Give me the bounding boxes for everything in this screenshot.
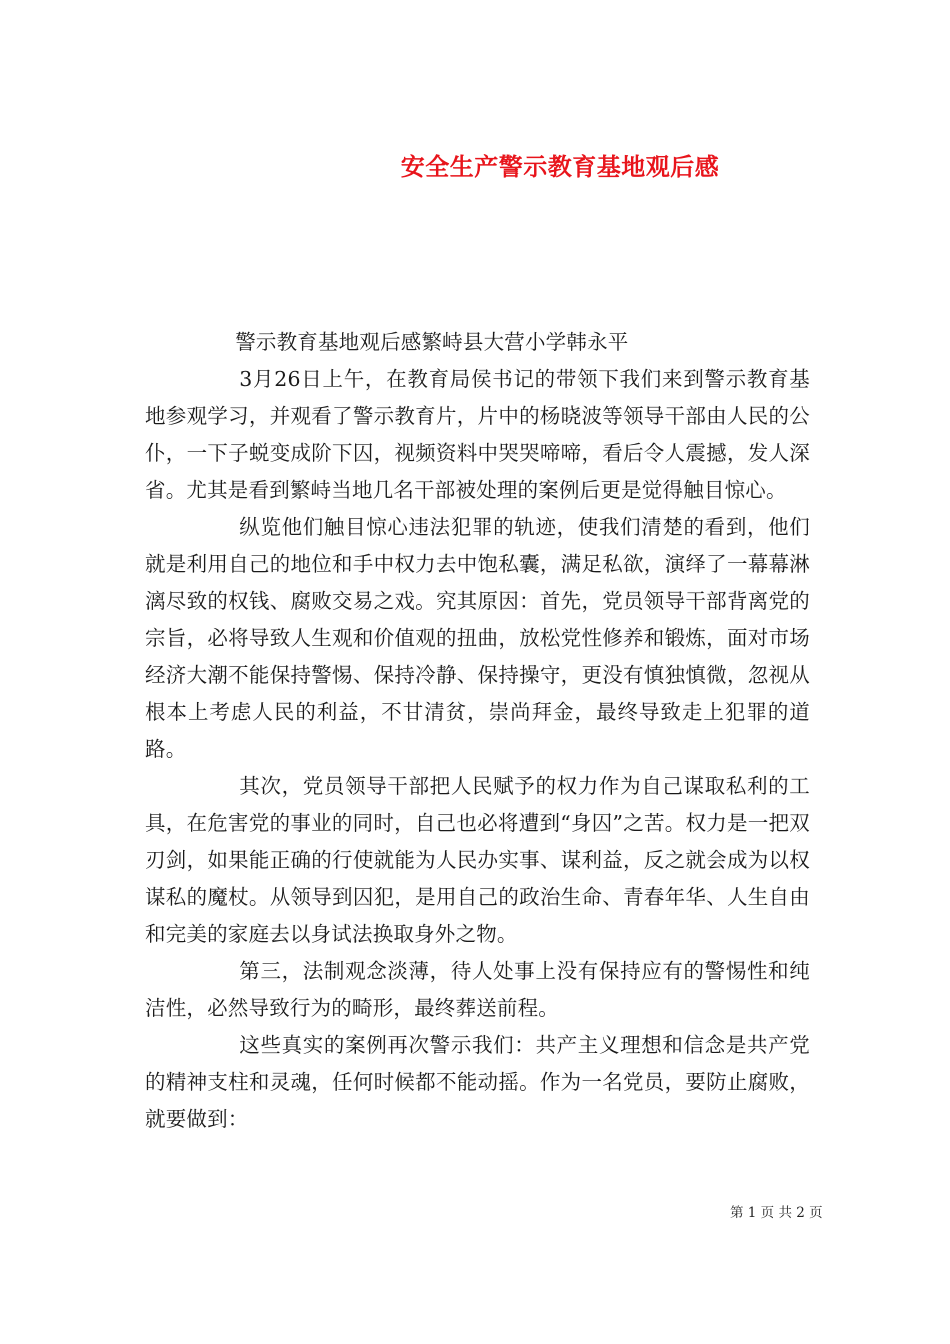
page-number: 第 1 页 共 2 页 <box>730 1205 823 1221</box>
paragraph-3: 其次，党员领导干部把人民赋予的权力作为自己谋取私利的工具，在危害党的事业的同时，自己也必将遭到“身囚”之苦。权力是一把双刃剑，如果能正确的行使就能为人民办实事、谋利益，反之就会成为以权谋私的魔杖。从领导到囚犯，是用自己的政治生命、青春年华、人生自由和完美的家庭去以身试法换取身外之物。 <box>145 774 810 946</box>
paragraph-2: 纵览他们触目惊心违法犯罪的轨迹，使我们清楚的看到，他们就是利用自己的地位和手中权力去中饱私囊，满足私欲，演绎了一幕幕淋漓尽致的权钱、腐败交易之戏。究其原因：首先，党员领导干部背离党的宗旨，必将导致人生观和价值观的扭曲，放松党性修养和锻炼，面对市场经济大潮不能保持警惕、保持冷静、保持操守，更没有慎独慎微，忽视从根本上考虑人民的利益，不甘清贫，崇尚拜金，最终导致走上犯罪的道路。 <box>145 515 810 761</box>
document-body <box>145 324 810 1138</box>
document-title: 安全生产警示教育基地观后感 <box>400 152 720 182</box>
paragraph-5: 这些真实的案例再次警示我们：共产主义理想和信念是共产党的精神支柱和灵魂，任何时候都不能动摇。作为一名党员，要防止腐败，就要做到： <box>145 1033 810 1131</box>
author-line: 警示教育基地观后感繁峙县大营小学韩永平 <box>235 330 629 354</box>
paragraph-4: 第三，法制观念淡薄，待人处事上没有保持应有的警惕性和纯洁性，必然导致行为的畸形，最终葬送前程。 <box>145 959 810 1020</box>
paragraph-1: 3月26日上午，在教育局侯书记的带领下我们来到警示教育基地参观学习，并观看了警示教育片，片中的杨晓波等领导干部由人民的公仆，一下子蜕变成阶下囚，视频资料中哭哭啼啼，看后令人震撼，发人深省。尤其是看到繁峙当地几名干部被处理的案例后更是觉得触目惊心。 <box>145 367 810 502</box>
